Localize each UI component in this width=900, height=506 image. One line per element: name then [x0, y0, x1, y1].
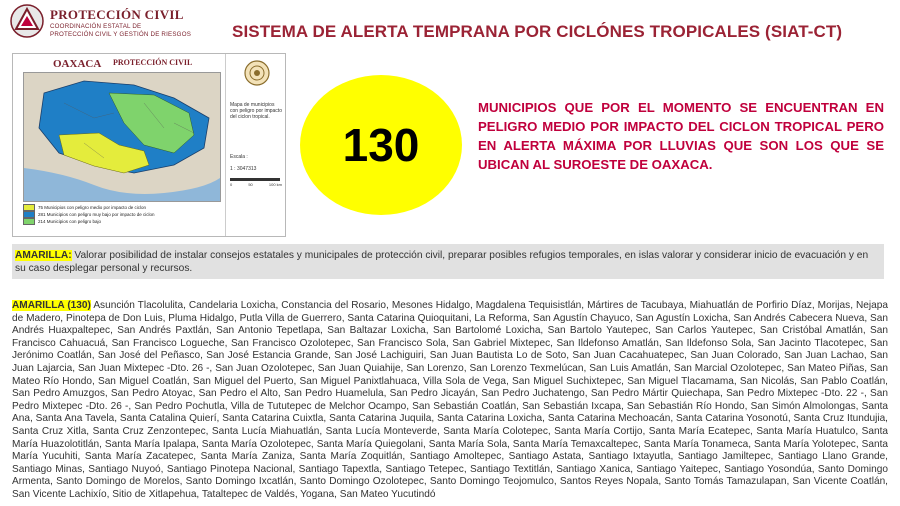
- org-logo: [10, 4, 210, 44]
- municipality-list-text: Asunción Tlacolulita, Candelaria Loxicha, Constancia del Rosario, Mesones Hidalgo, Magdalena Tequisistlán, Mártires de Tacubaya, Miahuatlán de Porfirio Díaz, Morijas, Nejapa de Madero, Pinotepa de Don Luis, Pluma Hidalgo, Putla Villa de Guerrero, Santa Catarina Quioquitani, La Reforma, San Agustín Chayuco, San Agustín Loxicha, San Andrés Cabecera Nueva, San Andrés Huaxpaltepec, San Andrés Paxtlán, San Antonio Tepetlapa, San Baltazar Loxicha, San Bartolomé Loxicha, San Bartolo Yautepec, San Carlos Yautepec, San Cristóbal Amatlán, San Francisco Cahuacuá, San Francisco Logueche, San Francisco Ozolotepec, San Francisco Sola, San Gabriel Mixtepec, San Ildefonso Amatlán, San Ildefonso Sola, San Jacinto Tlacotepec, San Jerónimo Coatlán, San José del Peñasco, San José Estancia Grande, San José Lachiguiri, San Juan Bautista Lo de Soto, San Juan Cacahuatepec, San Juan Colorado, San Juan Lachao, San Juan Lajarcia, San Juan Mixtepec -Dto. 26 -, San Juan Ozolotepec, San Juan Quiahije, San Lorenzo, San Lorenzo Texmelúcan, San Luis Amatlán, San Marcial Ozolotepec, San Mateo Piñas, San Mateo Río Hondo, San Miguel Coatlán, San Miguel del Puerto, San Miguel Panixtlahuaca, Villa Sola de Vega, San Miguel Suchixtepec, San Miguel Tlacamama, San Nicolás, San Pablo Coatlán, San Pedro Amuzgos, San Pedro Atoyac, San Pedro el Alto, San Pedro Huamelula, San Pedro Jicayán, San Pedro Juchatengo, San Pedro Mártir Quiechapa, San Pedro Mixtepec -Dto. 22 -, San Pedro Mixtepec -Dto. 26 -, San Pedro Pochutla, Villa de Tututepec de Melchor Ocampo, San Sebastián Coatlán, San Sebastián Ixcapa, San Sebastián Río Hondo, San Simón Almolongas, Santa Ana, Santa Ana Tavela, Santa Catalina Quierí, Santa Catarina Cuixtla, Santa Catarina Juquila, Santa Catarina Loxicha, Santa Catarina Mechoacán, Santa Catarina Yosonotú, Santa Cruz Itundujia, Santa Cruz Xitla, Santa Cruz Zenzontepec, Santa Lucía Miahuatlán, Santa Lucía Monteverde, Santa María Colotepec, Santa María Cortijo, Santa María Ecatepec, Santa María Huatulco, Santa María Huazolotitlán, Santa María Ipalapa, Santa María Ozolotepec, Santa María Quiegolani, Santa María Sola, Santa María Temaxcaltepec, Santa María Tonameca, Santa María Yolotepec, Santa María Yucuhiti, Santa María Zacatepec, Santa María Zaniza, Santa María Zoquitlán, Santiago Amoltepec, Santiago Astata, Santiago Ixtayutla, Santiago Jamiltepec, Santiago Llano Grande, Santiago Minas, Santiago Nuyoó, Santiago Pinotepa Nacional, Santiago Tapextla, Santiago Tetepec, Santiago Textitlán, Santiago Xanica, Santiago Yaitepec, Santiago Yosondúa, Santo Domingo Armenta, Santo Domingo de Morelos, Santo Domingo Ixcatlán, Santo Domingo Ozolotepec, Santo Domingo Teojomulco, Santos Reyes Nopala, Santo Tomás Tamazulapan, San Vicente Coatlán, San Vicente Lachixío, Sitio de Xitlapehua, Tataltepec de Valdés, Yogana, San Mateo Yucutindó: [12, 300, 888, 500]
- municipality-list: [12, 300, 888, 502]
- legend-swatch: [23, 204, 35, 211]
- state-seal-icon: [244, 60, 270, 86]
- alert-level-box: [12, 244, 884, 279]
- scale-tick: 0: [230, 182, 233, 187]
- legend-swatch: [23, 211, 35, 218]
- org-subtitle-line1: COORDINACIÓN ESTATAL DE: [50, 23, 142, 30]
- oaxaca-map-image: [24, 73, 220, 201]
- map-panel: [12, 53, 286, 237]
- map-brand-oaxaca: OAXACA: [53, 58, 102, 70]
- page-title: SISTEMA DE ALERTA TEMPRANA POR CICLÓNES TROPICALES (SIAT-CT): [232, 22, 843, 41]
- org-subtitle-line2: PROTECCIÓN CIVIL Y GESTIÓN DE RIESGOS: [50, 31, 192, 38]
- alert-level-text: [15, 249, 880, 275]
- map-description: Mapa de municipios con peligro por impacto del ciclon tropical.: [230, 102, 282, 120]
- municipality-count-badge: [300, 75, 462, 215]
- legend-label: 214 Municipios con peligro bajo: [38, 219, 102, 224]
- map-sidebar: [225, 54, 286, 236]
- legend-label: 281 Municipios con peligro muy bajo por impacto de ciclon: [38, 212, 155, 217]
- legend-label: 75 Municipios con peligro medio por impacto de ciclon: [38, 205, 147, 210]
- alert-description: MUNICIPIOS QUE POR EL MOMENTO SE ENCUENTRAN EN PELIGRO MEDIO POR IMPACTO DEL CICLON TROPICAL PERO EN ALERTA MÁXIMA POR LLUVIAS QUE SON LOS QUE SE UBICAN AL SUROESTE DE OAXACA.: [478, 100, 884, 172]
- org-subtitle: [50, 23, 191, 39]
- alert-level-instructions: Valorar posibilidad de instalar consejos estatales y municipales de protección civil, preparar posibles refugios temporales, en islas valorar y considerar inicio de evacuación y en su caso desplegar personal y recursos.: [15, 250, 869, 274]
- legend-item: [23, 218, 219, 225]
- scale-tick: 100 km: [268, 182, 282, 187]
- legend-swatch: [23, 218, 35, 225]
- map-legend: [23, 204, 219, 225]
- map-scale-label: Escala :: [230, 154, 248, 160]
- civil-protection-emblem-icon: [10, 4, 44, 38]
- map-brand-proteccion-civil: PROTECCIÓN CIVIL: [113, 58, 193, 67]
- map-scale-bar: [230, 178, 280, 181]
- org-title: PROTECCIÓN CIVIL: [50, 7, 184, 22]
- legend-item: [23, 211, 219, 218]
- map-header: [53, 58, 213, 72]
- municipality-list-tag: AMARILLA (130): [12, 300, 91, 311]
- oaxaca-risk-map: [23, 72, 221, 202]
- map-scale-ticks: [230, 182, 282, 187]
- scale-tick: 50: [248, 182, 253, 187]
- municipality-count: 130: [342, 119, 420, 171]
- legend-item: [23, 204, 219, 211]
- map-scale-value: 1 : 3047313: [230, 166, 257, 172]
- alert-level-tag: AMARILLA:: [15, 250, 72, 261]
